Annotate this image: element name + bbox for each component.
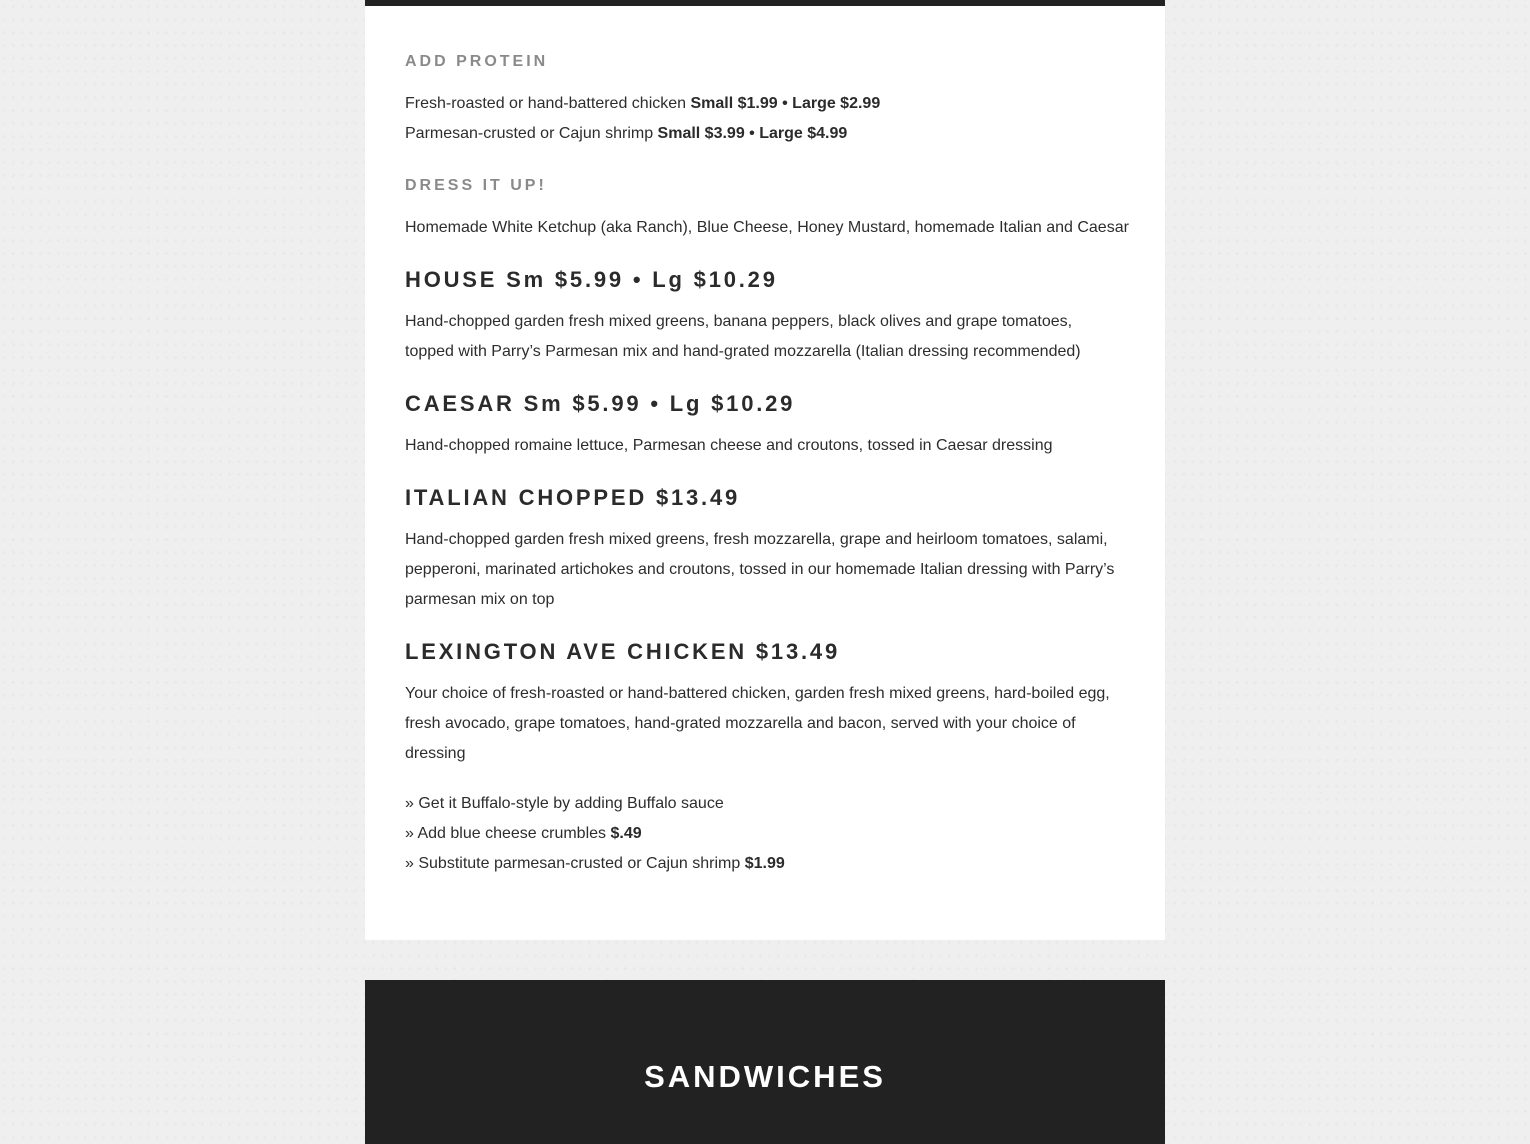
dressing-list: Homemade White Ketchup (aka Ranch), Blue Cheese, Honey Mustard, homemade Italian and Caesar [405, 219, 1129, 236]
lexington-chicken-heading: LEXINGTON AVE CHICKEN $13.49 [405, 639, 840, 664]
lexington-chicken-description: Your choice of fresh-roasted or hand-battered chicken, garden fresh mixed greens, hard-boiled egg, fresh avocado, grape tomatoes, hand-grated mozzarella and bacon, served with your choice of dressing [405, 685, 1110, 762]
italian-chopped-description: Hand-chopped garden fresh mixed greens, fresh mozzarella, grape and heirloom tomatoes, salami, pepperoni, marinated artichokes and croutons, tossed in our homemade Italian dressing with Parry’s parmesan mix on top [405, 531, 1115, 608]
protein-option-text: Parmesan-crusted or Cajun shrimp [405, 125, 654, 142]
salad-menu-card [365, 0, 1165, 940]
extra-option-price: $1.99 [744, 855, 785, 872]
extra-option-price: $.49 [610, 825, 642, 842]
card-top-bar [365, 0, 1165, 6]
extra-option-buffalo [405, 789, 724, 819]
caesar-salad-heading: CAESAR Sm $5.99 • Lg $10.29 [405, 391, 796, 416]
sandwiches-section-title: SANDWICHES [644, 1059, 886, 1094]
protein-option-chicken [405, 89, 880, 119]
house-salad-heading: HOUSE Sm $5.99 • Lg $10.29 [405, 267, 778, 292]
protein-option-shrimp [405, 119, 847, 149]
dress-it-up-heading: DRESS IT UP! [405, 177, 547, 194]
add-protein-heading: ADD PROTEIN [405, 53, 549, 70]
protein-option-price: Small $1.99 • Large $2.99 [690, 95, 881, 112]
sandwiches-section [365, 980, 1165, 1144]
italian-chopped-heading: ITALIAN CHOPPED $13.49 [405, 485, 741, 510]
extra-option-text: » Add blue cheese crumbles [405, 825, 607, 842]
protein-option-text: Fresh-roasted or hand-battered chicken [405, 95, 687, 112]
extra-option-text: » Substitute parmesan-crusted or Cajun shrimp [405, 855, 741, 872]
caesar-salad-description: Hand-chopped romaine lettuce, Parmesan cheese and croutons, tossed in Caesar dressing [405, 437, 1053, 454]
extra-option-blue-cheese [405, 819, 642, 849]
house-salad-description: Hand-chopped garden fresh mixed greens, banana peppers, black olives and grape tomatoes, topped with Parry’s Parmesan mix and hand-grated mozzarella (Italian dressing recommended) [405, 313, 1081, 360]
extra-option-shrimp [405, 849, 785, 879]
protein-option-price: Small $3.99 • Large $4.99 [657, 125, 848, 142]
extra-option-text: » Get it Buffalo-style by adding Buffalo sauce [405, 795, 724, 812]
